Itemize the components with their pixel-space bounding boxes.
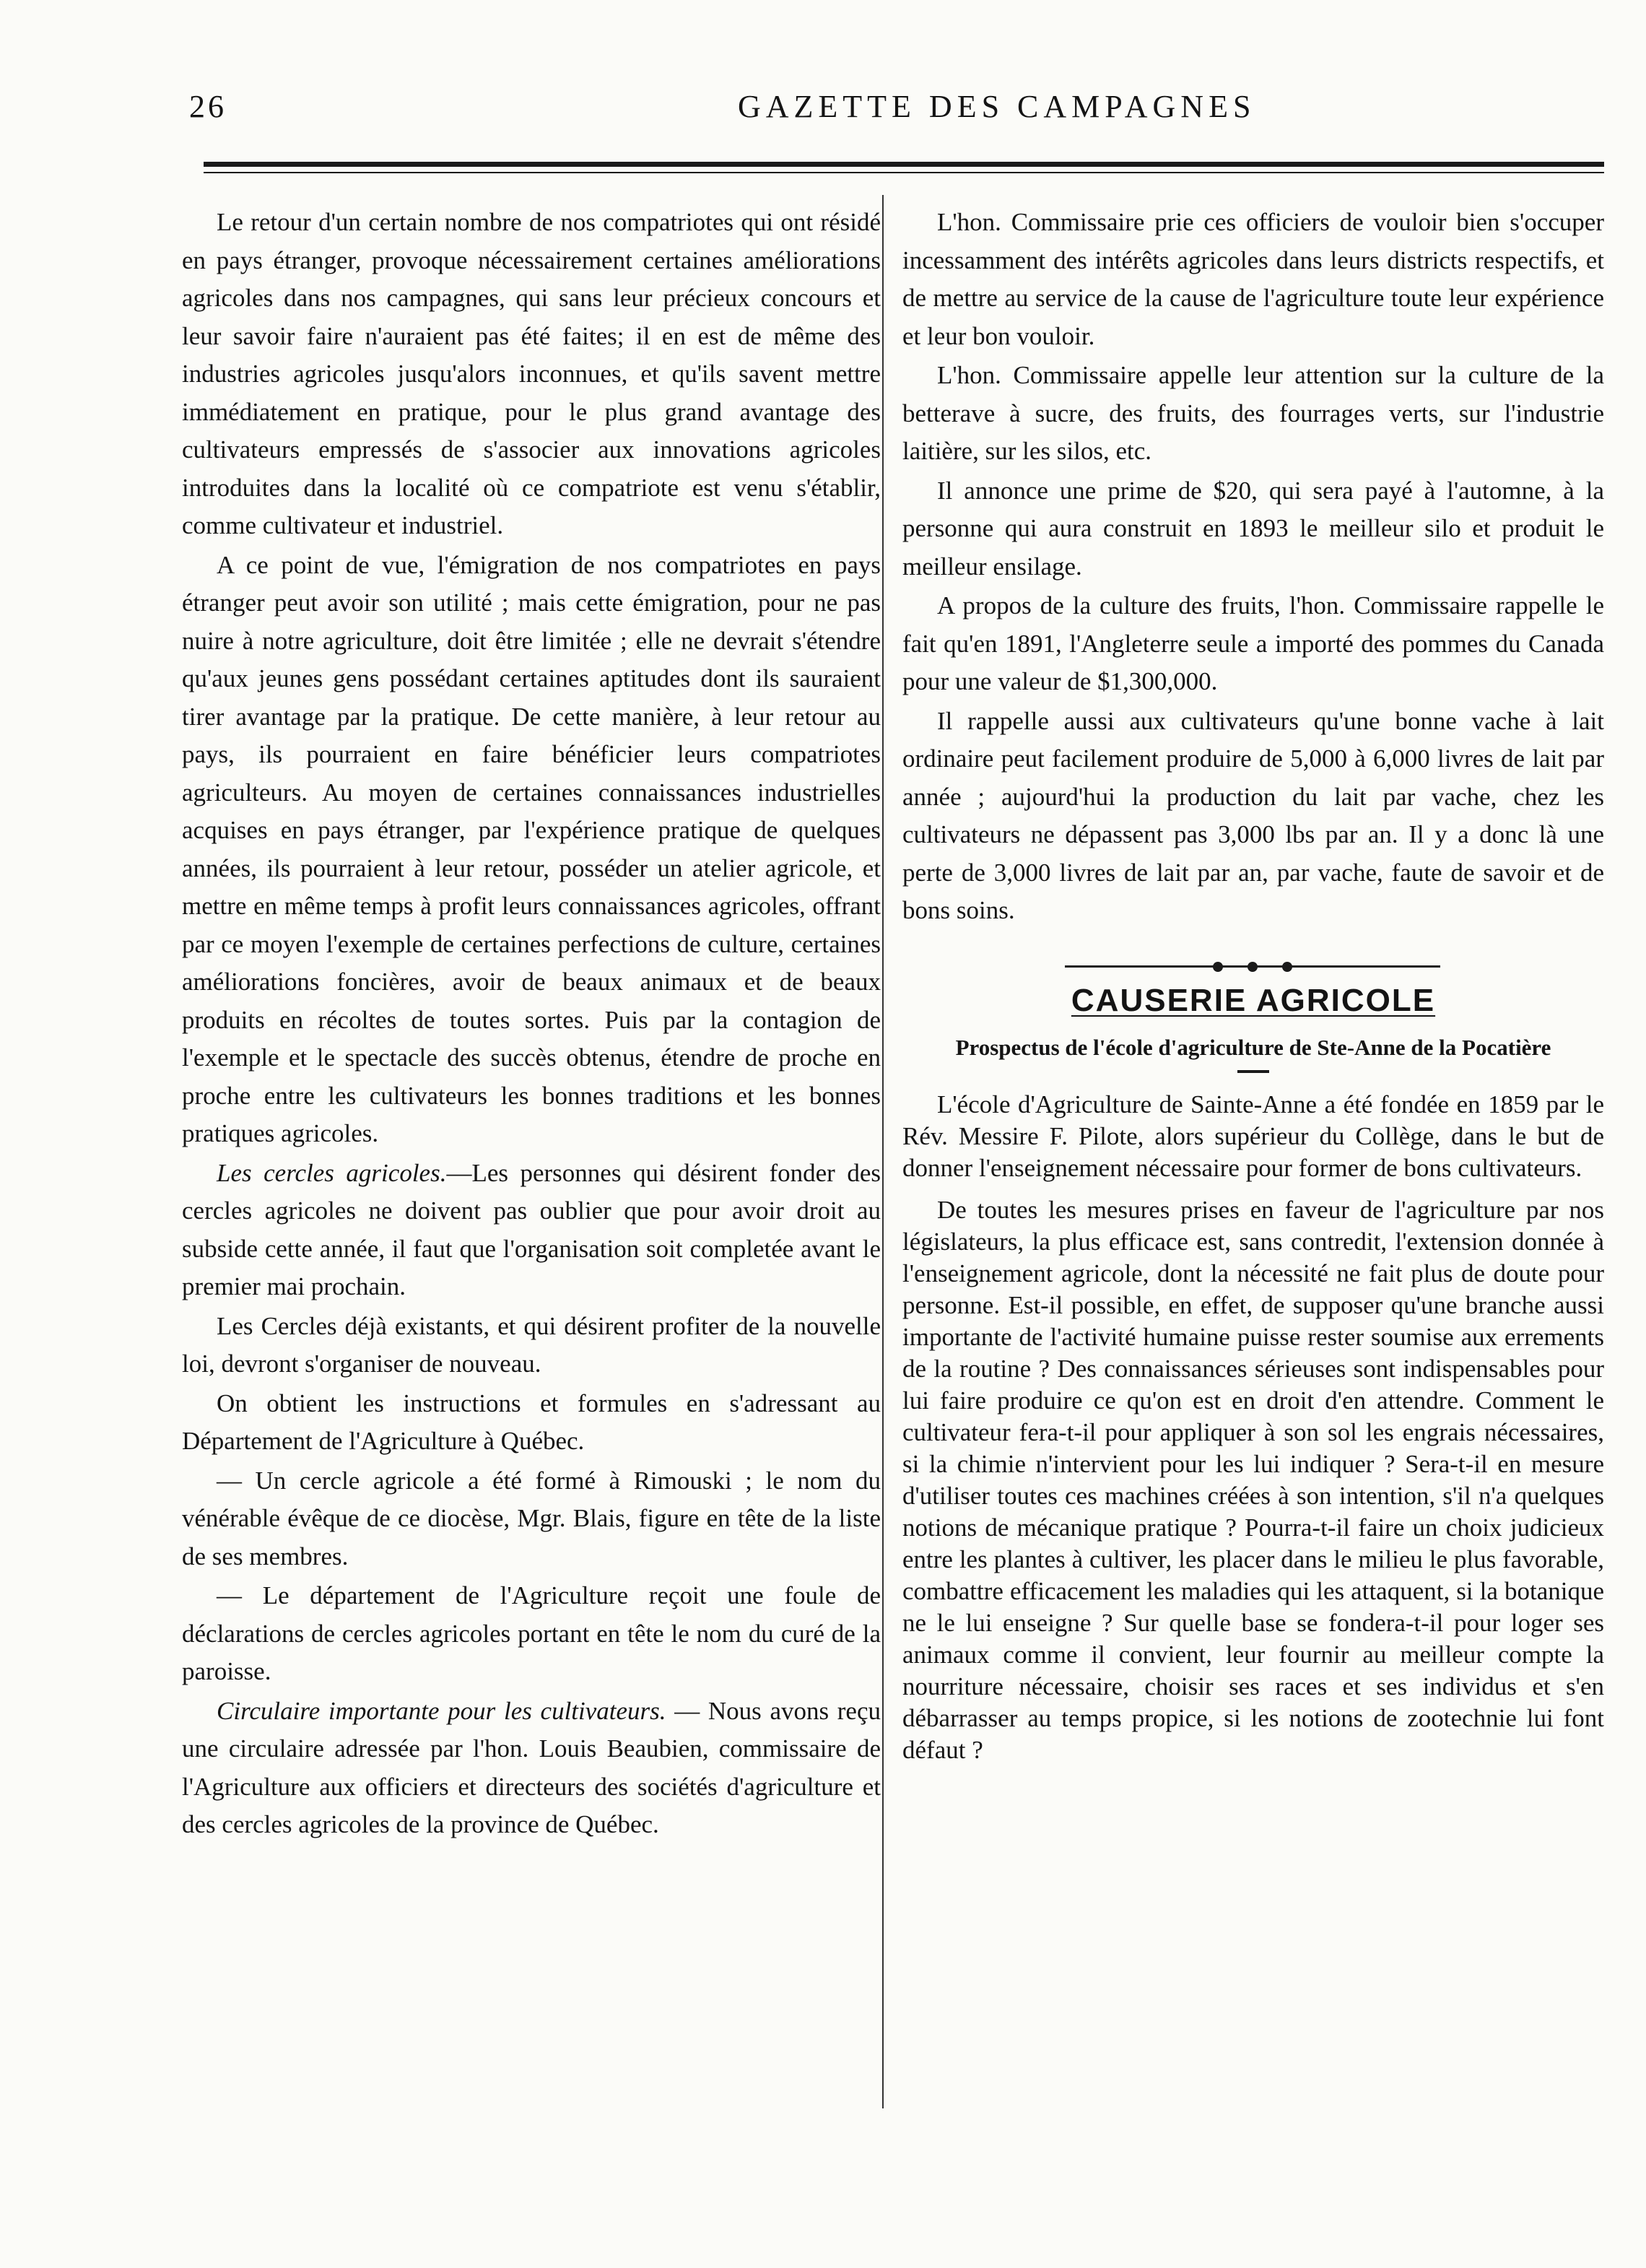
paragraph-body: —Les personnes qui désirent fonder des cercles agricoles ne doivent pas oublier que pour avoir droit au subside cette année, il faut que l'organisation soit completée avant le premier mai prochain. (182, 1158, 881, 1300)
section-title: CAUSERIE AGRICOLE (1071, 982, 1436, 1018)
paragraph-vache-lait: Il rappelle aussi aux cultivateurs qu'une bonne vache à lait ordinaire peut facilement produire de 5,000 à 6,000 livres de lait par année ; aujourd'hui la production du lait par vache, chez les cultivateurs ne dépassent pas 3,000 lbs par an. Il y a donc là une perte de 3,000 livres de lait par an, par vache, faute de savoir et de bons soins. (902, 706, 1604, 924)
paragraph-cercles-agricoles (182, 1155, 881, 1306)
column-divider (882, 195, 884, 2108)
paragraph-enseignement: De toutes les mesures prises en faveur de l'agriculture par nos législateurs, la plus efficace est, sans contredit, l'extension donnée à l'enseignement agricole, dont la nécessité ne fait plus de doute pour personne. Est-il possible, en effet, de supposer qu'une branche aussi importante de l'activité humaine puisse rester soumise aux errements de la routine ? Des connaissances sérieuses sont indispensables pour lui faire produire ce qu'on est en droit d'en attendre. Comment le cultivateur fera-t-il pour appliquer à son sol les engrais nécessaires, si la chimie n'intervient pour les lui indiquer ? Sera-t-il en mesure d'utiliser toutes ces machines créées à son intention, s'il n'a quelques notions de mécanique pratique ? Pourra-t-il faire un choix judicieux entre les plantes à cultiver, les placer dans le milieu le plus favorable, combattre efficacement les maladies qui les attaquent, si la botanique ne le lui enseigne ? Sur quelle base se fondera-t-il pour loger ses animaux comme il convient, leur fournir au meilleur compte la nourriture nécessaire, choisir ses races et ses individus et s'en débarrasser au temps propice, si les notions de zootechnie lui font défaut ? (902, 1196, 1604, 1764)
paragraph-instructions: On obtient les instructions et formules en s'adressant au Département de l'Agriculture à Québec. (182, 1389, 881, 1455)
section-subtitle: Prospectus de l'école d'agriculture de Ste-Anne de la Pocatière (955, 1035, 1551, 1060)
header-rule-thick (204, 162, 1604, 167)
running-head (189, 88, 1604, 131)
paragraph-body: — Nous avons reçu une circulaire adressée par l'hon. Louis Beaubien, commissaire de l'Agriculture aux officiers et directeurs des sociétés d'agriculture et des cercles agricoles de la province de Québec. (182, 1696, 881, 1838)
paragraph-ecole-fondee: L'école d'Agriculture de Sainte-Anne a été fondée en 1859 par le Rév. Messire F. Pilote, alors supérieur du Collège, dans le but de donner l'enseignement nécessaire pour former de bons cultivateurs. (902, 1090, 1604, 1182)
header-rule-thin (204, 172, 1604, 173)
paragraph-lead-italic: Circulaire importante pour les cultivateurs. (217, 1696, 666, 1725)
right-column (902, 204, 1604, 1766)
paragraph-attention: L'hon. Commissaire appelle leur attention sur la culture de la betterave à sucre, des fruits, des fourrages verts, sur l'industrie laitière, sur les silos, etc. (902, 361, 1604, 465)
paragraph-fruits: A propos de la culture des fruits, l'hon. Commissaire rappelle le fait qu'en 1891, l'Angleterre seule a importé des pommes du Canada pour une valeur de $1,300,000. (902, 591, 1604, 695)
paragraph-officiers: L'hon. Commissaire prie ces officiers de vouloir bien s'occuper incessamment des intérêts agricoles dans leurs districts respectifs, et de mettre au service de la cause de l'agriculture toute leur expérience et leur bon vouloir. (902, 208, 1604, 350)
section-ornament (902, 962, 1604, 972)
paragraph-emigration-utility: A ce point de vue, l'émigration de nos compatriotes en pays étranger peut avoir son utilité ; mais cette émigration, pour ne pas nuire à notre agriculture, doit être limitée ; elle ne devrait s'étendre qu'aux jeunes gens possédant certaines aptitudes dont ils sauraient tirer avantage par la pratique. De cette manière, à leur retour au pays, ils pourraient en faire bénéficier leurs compatriotes agriculteurs. Au moyen de certaines connaissances industrielles acquises en pays étranger, par l'expérience pratique de quelques années, ils pourraient à leur retour, posséder un atelier agricole, et mettre en même temps à profit leurs connaissances agricoles, offrant par ce moyen l'exemple de certaines perfections de culture, certaines améliorations foncières, avoir de beaux animaux et de beaux produits en récoltes de toutes sortes. Puis par la contagion de l'exemple et le spectacle des succès obtenus, étendre de proche en proche entre les cultivateurs les bonnes traditions et les bonnes pratiques agricoles. (182, 550, 881, 1147)
left-column (182, 204, 881, 1844)
page-number: 26 (189, 89, 227, 124)
paragraph-circulaire (182, 1693, 881, 1844)
journal-title: GAZETTE DES CAMPAGNES (738, 89, 1256, 124)
paragraph-rimouski: — Un cercle agricole a été formé à Rimouski ; le nom du vénérable évêque de ce diocèse, Mgr. Blais, figure en tête de la liste de ses membres. (182, 1466, 881, 1570)
paragraph-lead-italic: Les cercles agricoles. (217, 1158, 447, 1187)
paragraph-prime-silo: Il annonce une prime de $20, qui sera payé à l'automne, à la personne qui aura construit en 1893 le meilleur silo et produit le meilleur ensilage. (902, 476, 1604, 581)
paragraph-emigration-intro: Le retour d'un certain nombre de nos compatriotes qui ont résidé en pays étranger, provoque nécessairement certaines améliorations agricoles dans nos campagnes, qui sans leur précieux concours et leur savoir faire n'auraient pas été faites; il en est de même des industries agricoles jusqu'alors inconnues, et qu'ils savent mettre immédiatement en pratique, pour le plus grand avantage des cultivateurs empressés de s'associer aux innovations agricoles introduites dans la localité où ce compatriote est venu s'établir, comme cultivateur et industriel. (182, 208, 881, 539)
subtitle-rule (1237, 1070, 1269, 1073)
paragraph-cercles-existants: Les Cercles déjà existants, et qui désirent profiter de la nouvelle loi, devront s'organiser de nouveau. (182, 1311, 881, 1378)
paragraph-declarations: — Le département de l'Agriculture reçoit une foule de déclarations de cercles agricoles portant en tête le nom du curé de la paroisse. (182, 1581, 881, 1685)
